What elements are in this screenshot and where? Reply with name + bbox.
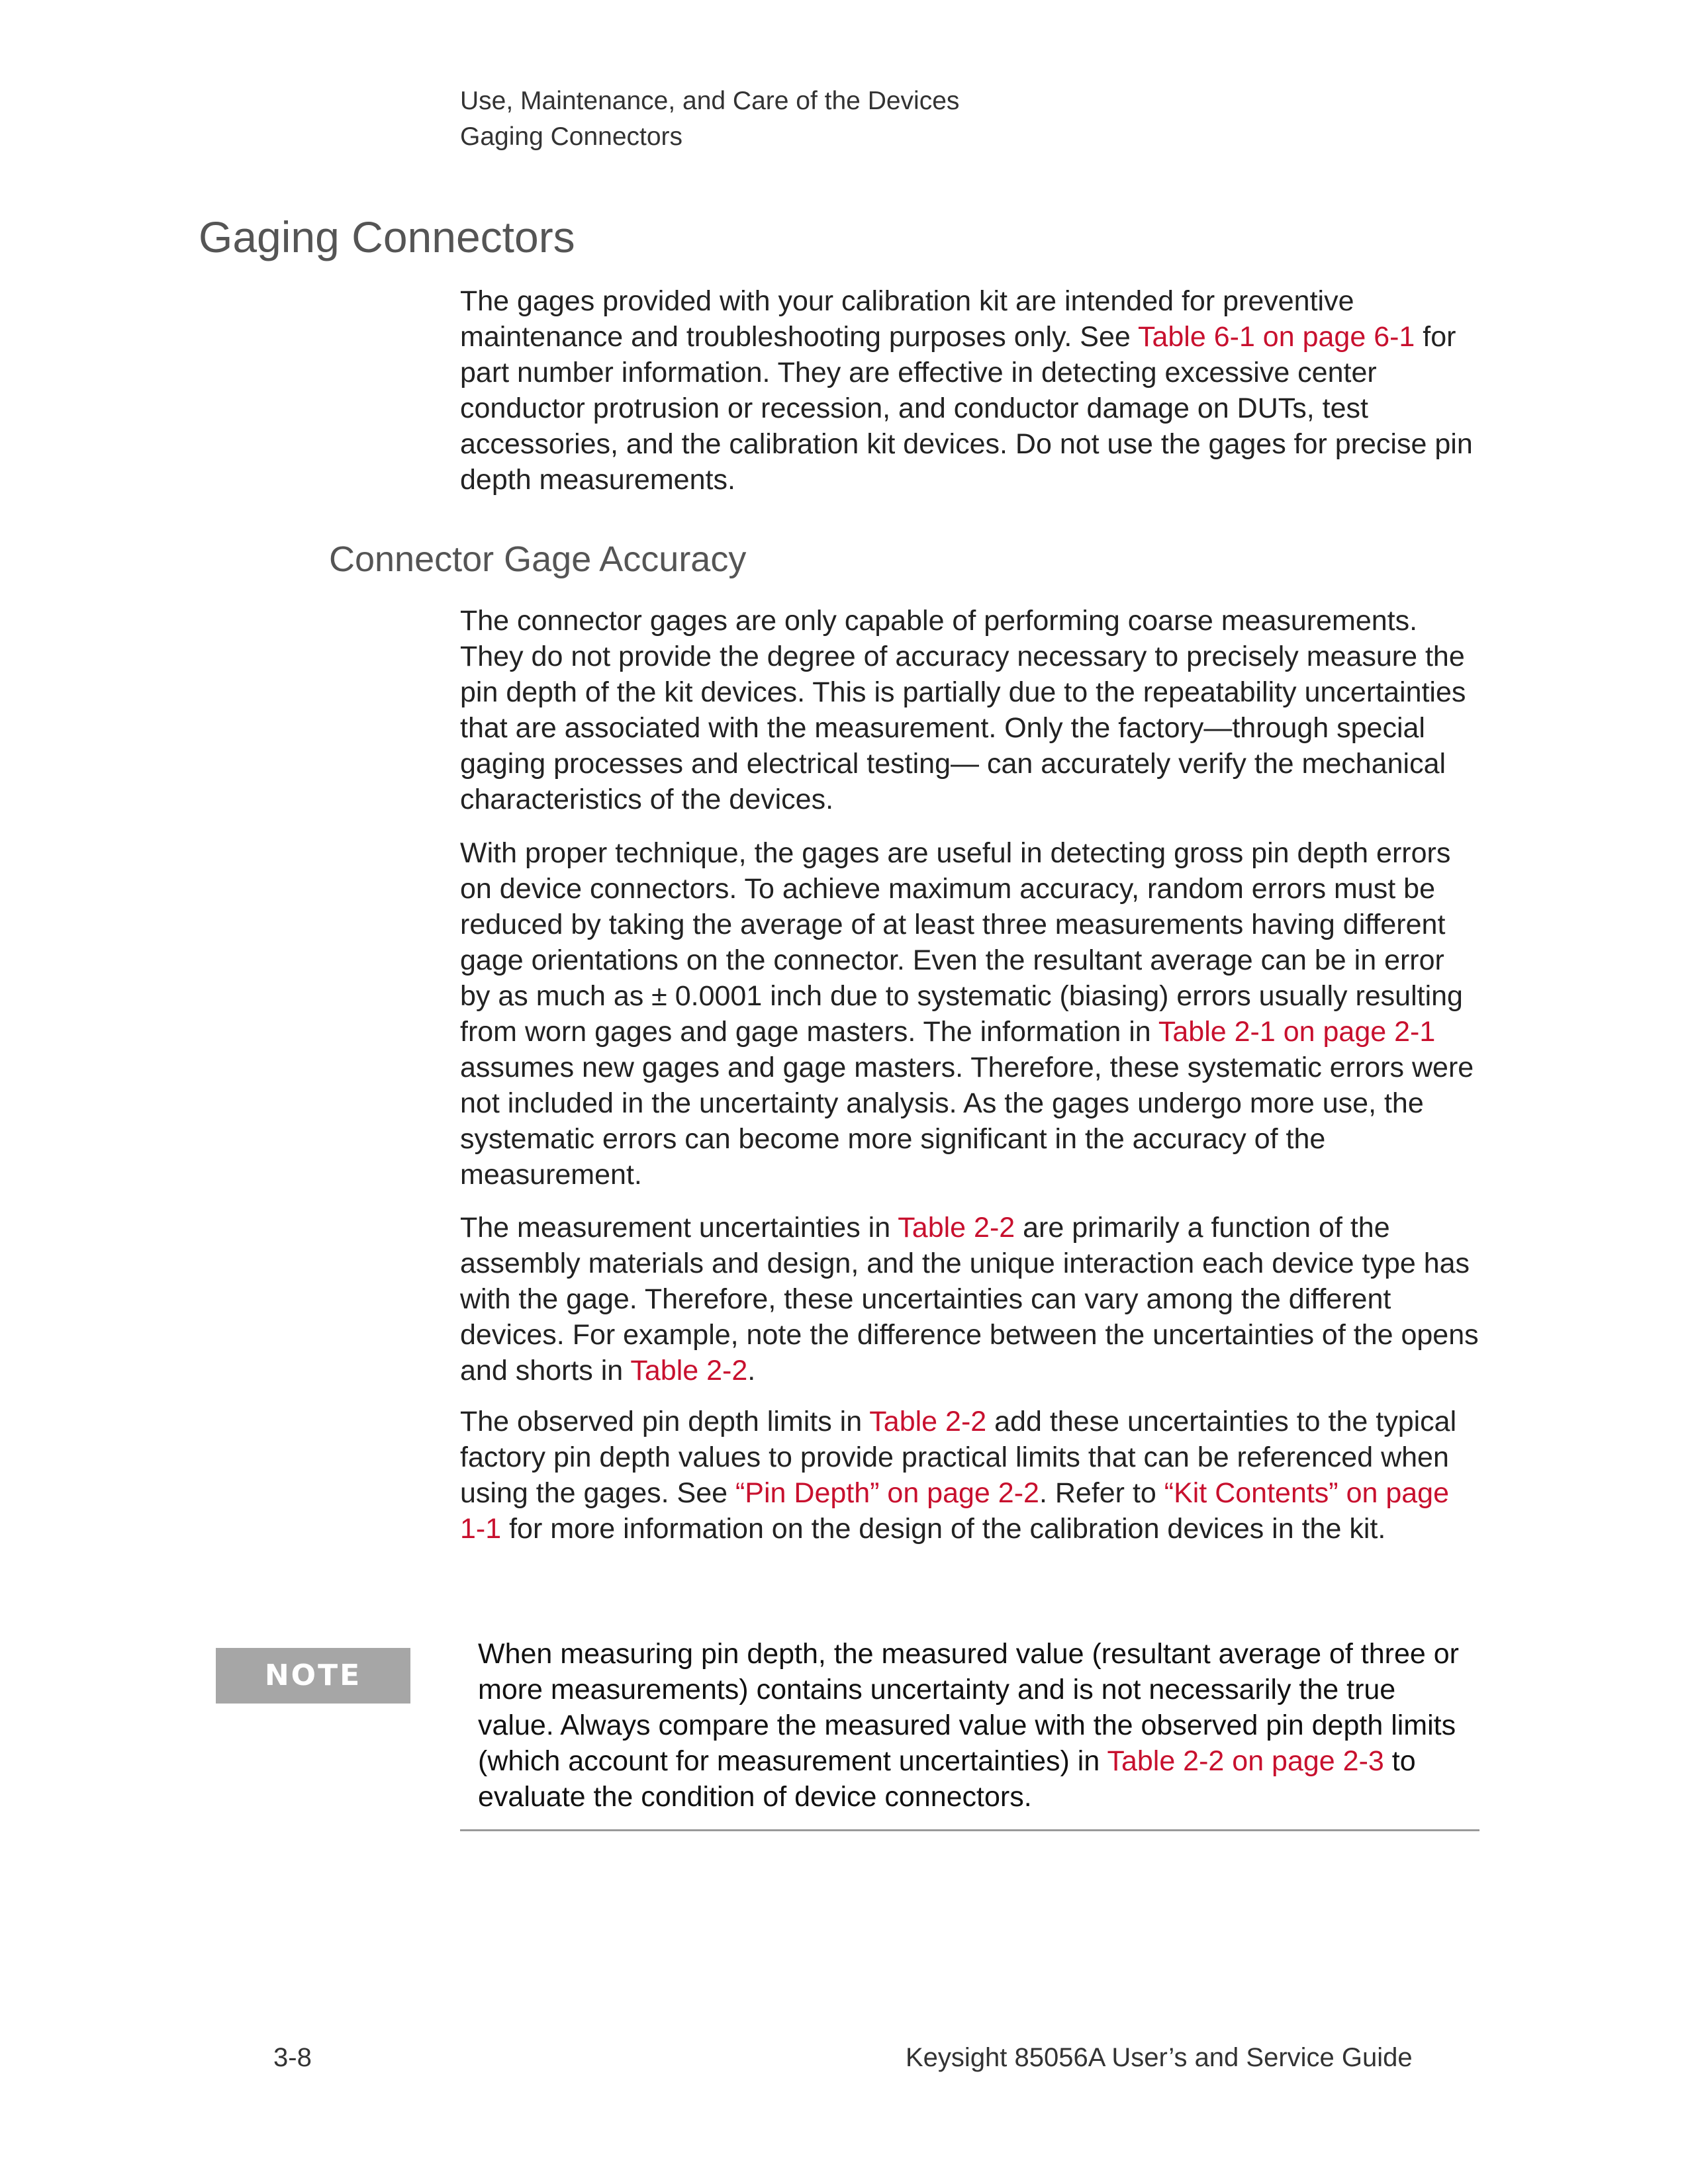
running-header-section: Gaging Connectors [460,122,683,151]
text-run: The measurement uncertainties in [460,1212,898,1244]
text-run: The gages provided with your calibration kit are intended for preventive maintenance and troubleshooting purposes only. See [460,285,1354,353]
text-run: . [747,1355,756,1387]
text-run: to evaluate the condition of device connectors. [478,1745,1416,1813]
subsection-title: Connector Gage Accuracy [329,539,747,579]
link-kit-contents[interactable]: “Kit Contents” on page 1-1 [460,1477,1450,1545]
text-run: When measuring pin depth, the measured value (resultant average of three or more measurements) contains uncertainty and is not necessarily the true value. Always compare the measured value with the observed pin depth limits (which account for measurement uncertainties) in [478,1638,1459,1777]
section-title: Gaging Connectors [199,212,575,261]
link-table-2-2[interactable]: Table 2-2 [898,1212,1015,1244]
text-run: . Refer to [1039,1477,1164,1509]
page-number: 3-8 [273,2043,312,2072]
note-badge: NOTE [216,1648,410,1704]
text-run: are primarily a function of the assembly materials and design, and the unique interaction each device type has with the gage. Therefore, these uncertainties can vary among the different devices. For example, note the difference between the uncertainties of the opens and shorts in [460,1212,1479,1387]
footer-doc-title: Keysight 85056A User’s and Service Guide [906,2043,1413,2072]
link-table-6-1[interactable]: Table 6-1 on page 6-1 [1137,321,1415,353]
text-run: With proper technique, the gages are useful in detecting gross pin depth errors on device connectors. To achieve maximum accuracy, random errors must be reduced by taking the average of at least three measurements having different gage orientations on the connector. Even the resultant average can be in error by as much as ± 0.0001 inch due to systematic (biasing) errors usually resulting from worn gages and gage masters. The information in [460,837,1463,1048]
paragraph-proper-technique [460,835,1479,1193]
text-run: add these uncertainties to the typical factory pin depth values to provide practical limits that can be referenced when using the gages. See [460,1406,1457,1509]
text-run: The observed pin depth limits in [460,1406,870,1437]
paragraph-gages-purpose [460,283,1479,498]
paragraph-observed-limits [460,1404,1479,1547]
note-divider [460,1829,1479,1831]
paragraph-coarse-measurements: The connector gages are only capable of performing coarse measurements. They do not provide the degree of accuracy necessary to precisely measure the pin depth of the kit devices. This is partially due to the repeatability uncertainties that are associated with the measurement. Only the factory—through special gaging processes and electrical testing— can accurately verify the mechanical characteristics of the devices. [460,605,1466,815]
text-run: for part number information. They are effective in detecting excessive center conductor protrusion or recession, and conductor damage on DUTs, test accessories, and the calibration kit devices. Do not use the gages for precise pin depth measurements. [460,321,1473,496]
link-table-2-2-page-2-3[interactable]: Table 2-2 on page 2-3 [1107,1745,1384,1777]
link-table-2-2[interactable]: Table 2-2 [869,1406,987,1437]
text-run: for more information on the design of the calibration devices in the kit. [501,1513,1386,1545]
note-text [478,1636,1471,1815]
link-table-2-1[interactable]: Table 2-1 on page 2-1 [1158,1016,1436,1048]
running-header-chapter: Use, Maintenance, and Care of the Devices [460,87,960,115]
link-table-2-2[interactable]: Table 2-2 [630,1355,748,1387]
link-pin-depth[interactable]: “Pin Depth” on page 2-2 [735,1477,1039,1509]
running-header [460,83,959,155]
text-run: assumes new gages and gage masters. Therefore, these systematic errors were not included in the uncertainty analysis. As the gages undergo more use, the systematic errors can become more significant in the accuracy of the measurement. [460,1052,1474,1191]
paragraph-measurement-uncertainties [460,1210,1479,1388]
